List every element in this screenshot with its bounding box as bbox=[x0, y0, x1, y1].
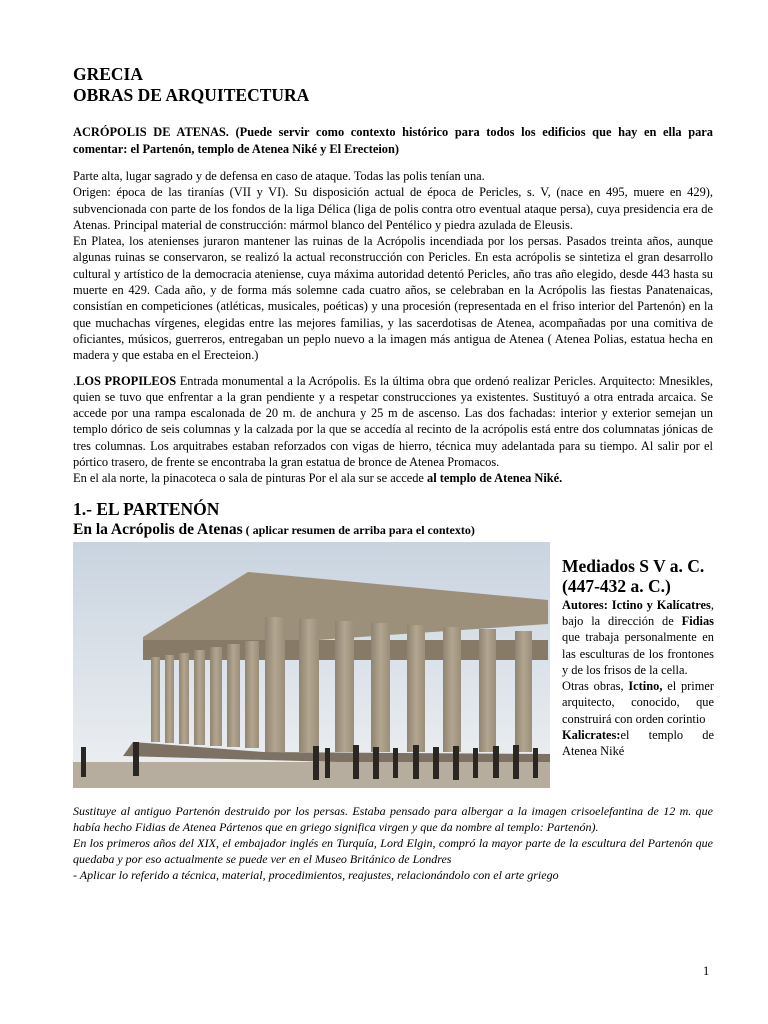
kalicrates-rest: el templo de Atenea Niké bbox=[562, 728, 714, 759]
parthenon-photo bbox=[73, 542, 550, 788]
propileos-text: Entrada monumental a la Acrópolis. Es la última obra que ordenó realizar Pericles. Arquitecto: Mnesikles, quien se tuvo que enfrentar a la gran pendiente y a respetar construcciones ya existentes. Sustituyó a otra entrada arcaica. Se accede por una rampa escalonada de 20 m. de anchura y 25 m de ascenso. Las dos fachadas: interior y exterior semejan un templo dórico de seis columnas y la calzada por la que se accedía al recinto de la acrópolis está entre dos columnatas jónicas de tres columnas. Los arquitrabes estaban reforzados con vigas de hierro, técnica muy adelantada para su tiempo. Al salir por el pórtico trasero, de frente se encontraba la gran estatua de bronce de Atenea Promacos. bbox=[73, 373, 713, 470]
title-line-2: OBRAS DE ARQUITECTURA bbox=[73, 85, 310, 105]
document-title bbox=[73, 64, 713, 106]
fidias-rest: que trabaja personalmente en las esculturas de los frontones y de los frisos de la cella. bbox=[562, 630, 714, 677]
subtitle-note: ( aplicar resumen de arriba para el contexto) bbox=[242, 522, 475, 537]
propileos-prefix: . bbox=[73, 373, 77, 388]
authors-names: Ictino y Kalícatres bbox=[607, 597, 711, 612]
partenon-subtitle bbox=[73, 520, 713, 540]
partenon-sidebar bbox=[562, 556, 714, 760]
propileos-last-text: En el ala norte, la pinacoteca o sala de pinturas Por el ala sur se accede bbox=[73, 471, 428, 486]
propileos-paragraph bbox=[73, 373, 713, 471]
otras-prefix: Otras obras, bbox=[562, 679, 629, 694]
fidias-name: Fidias bbox=[681, 613, 714, 628]
document-page bbox=[73, 64, 713, 883]
acropolis-p2: Origen: época de las tiranías (VII y VI). Su disposición actual de época de Pericles, s. V, (nace en 495, muere en 429), subvencionada con parte de los fondos de la liga Délica (liga de polis contra otro eventual ataque persa), cuya presidencia era de Atenas. Principal material de construcción: mármol blanco del Pentélico y piedra azulada de Eleusis. bbox=[73, 185, 713, 232]
propileos-title: LOS PROPILEOS bbox=[76, 373, 177, 388]
partenon-figure-row bbox=[73, 542, 713, 792]
acropolis-p3: En Platea, los atenienses juraron mantener las ruinas de la Acrópolis incendiada por los persas. Pasados treinta años, aunque algunas ruinas se conservaron, se realizó la actual reconstrucción con Pericles. En esta acrópolis se sintetiza el gran desarrollo cultural y artístico de la democracia ateniense, cuya máxima autoridad detentó Pericles, año tras año elegido, desde 443 hasta su muerte en 429. Cada año, y de forma más solemne cada cuatro años, se celebraban en la Acrópolis las fiestas Panatenaicas, consistían en competiciones (atléticas, musicales, poéticas) y una procesión (representada en el friso interior del Partenón) en la que muchachas vírgenes, elegidas entre las mejores familias, y las sacerdotisas de Atenea, acompañadas por una comitiva de oficiantes, músicos, guerreros, entregaban un peplo nuevo a la imagen más antigua de Atenea ( Atenea Polias, estatua hecha en madera y que estaba en el Erecteion.) bbox=[73, 234, 713, 363]
kalicrates-paragraph bbox=[562, 727, 714, 760]
date-line-2: (447-432 a. C.) bbox=[562, 576, 671, 597]
propileos-last-bold: al templo de Atenea Niké. bbox=[427, 471, 563, 486]
otras-rest: el primer arquitecto, conocido, que construirá con orden corintio bbox=[562, 679, 714, 726]
propileos-last-line bbox=[73, 470, 713, 486]
authors-rest: , bajo la dirección de bbox=[562, 597, 714, 628]
authors-paragraph bbox=[562, 597, 714, 678]
kalicrates-bold: Kalicrates: bbox=[562, 728, 621, 743]
notes-section bbox=[73, 803, 713, 883]
date-line-1: Mediados S V a. C. bbox=[562, 555, 705, 576]
partenon-title: 1.- EL PARTENÓN bbox=[73, 498, 220, 519]
title-line-1: GRECIA bbox=[73, 64, 144, 84]
note-1: Sustituye al antiguo Partenón destruido por los persas. Estaba pensado para albergar a la imagen crisoelefantina de 12 m. que había hecho Fidias de Atenea Pártenos que en griego significa virgen y que da nombre al templo: Partenón). bbox=[73, 803, 713, 834]
authors-label: Autores: bbox=[562, 597, 608, 612]
note-3: - Aplicar lo referido a técnica, material, procedimientos, reajustes, relacionándolo con el arte griego bbox=[73, 867, 559, 882]
acropolis-p1: Parte alta, lugar sagrado y de defensa en caso de ataque. Todas las polis tenían una. bbox=[73, 169, 485, 183]
propileos-section bbox=[73, 373, 713, 487]
otras-bold: Ictino, bbox=[628, 679, 663, 694]
subtitle-main: En la Acrópolis de Atenas bbox=[73, 520, 243, 538]
page-number: 1 bbox=[703, 964, 710, 978]
acropolis-section bbox=[73, 168, 713, 364]
ground bbox=[73, 762, 550, 788]
otras-obras-paragraph bbox=[562, 678, 714, 727]
intro-paragraph: ACRÓPOLIS DE ATENAS. (Puede servir como contexto histórico para todos los edificios que hay en ella para comentar: el Partenón, templo de Atenea Niké y El Erecteion) bbox=[73, 125, 713, 156]
note-2: En los primeros años del XIX, el embajador inglés en Turquía, Lord Elgin, compró la mayor parte de la escultura del Partenón que quedaba y por eso actualmente se puede ver en el Museo Británico de Londres bbox=[73, 835, 713, 866]
